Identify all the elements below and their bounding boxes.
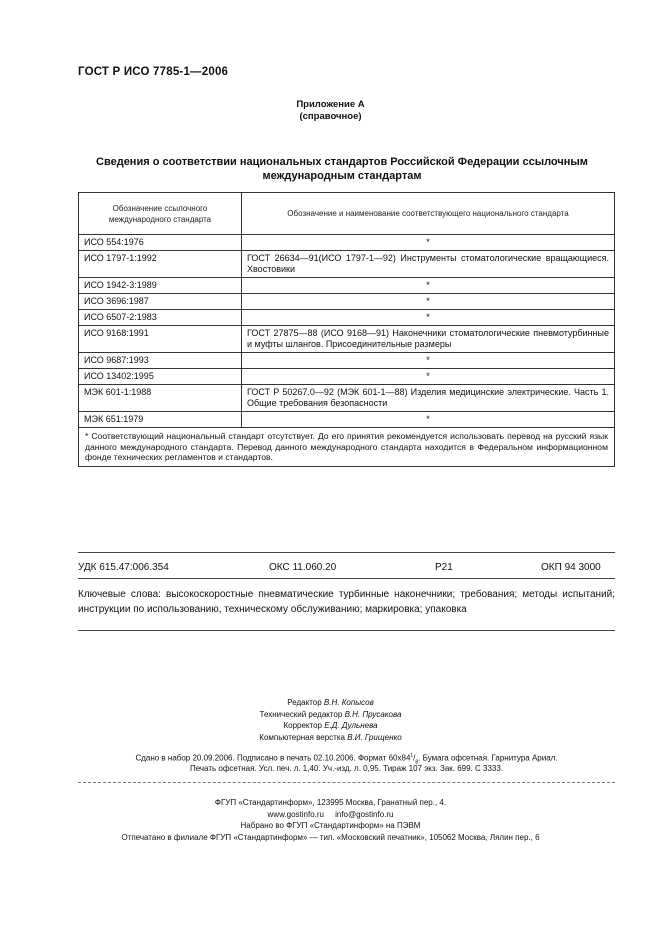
table-row xyxy=(79,235,615,251)
ref-cell: МЭК 651:1979 xyxy=(79,412,242,428)
table-row xyxy=(79,326,615,353)
publisher-address: ФГУП «Стандартинформ», 123995 Москва, Гранатный пер., 4. xyxy=(214,798,447,807)
ref-cell: ИСО 3696:1987 xyxy=(79,294,242,310)
table-row xyxy=(79,353,615,369)
publisher-info xyxy=(0,797,661,843)
layout-label: Компьютерная верстка xyxy=(259,732,345,742)
table-footnote: * Соответствующий национальный стандарт отсутствует. До его принятия рекомендуется использовать перевод на русский язык данного международного стандарта. Перевод данного международного стандарта находится в Федеральном информационном фонде технических регламентов и стандартов. xyxy=(79,428,615,467)
typeset-line: Набрано во ФГУП «Стандартинформ» на ПЭВМ xyxy=(240,821,421,830)
editor-label: Редактор xyxy=(287,698,322,707)
okp-code: ОКП 94 3000 xyxy=(541,562,601,573)
editorial-credits xyxy=(0,697,661,743)
imprint-line-2: Печать офсетная. Усл. печ. л. 1,40. Уч.-изд. л. 0,95. Тираж 107 экз. Зак. 699. С 3333. xyxy=(189,764,504,773)
ref-cell: ИСО 554:1976 xyxy=(79,235,242,251)
document-code: ГОСТ Р ИСО 7785-1—2006 xyxy=(78,66,229,78)
tech-editor-name: В.Н. Прусакова xyxy=(344,709,402,719)
national-cell: ГОСТ Р 50267.0—92 (МЭК 601-1—88) Изделия медицинские электрические. Часть 1. Общие требования безопасности xyxy=(242,385,615,412)
header-national-standard: Обозначение и наименование соответствующего национального стандарта xyxy=(242,193,615,235)
editor-name: В.Н. Копысов xyxy=(323,698,374,707)
national-cell: * xyxy=(242,235,615,251)
ref-cell: ИСО 9168:1991 xyxy=(79,326,242,353)
editor-line xyxy=(0,697,661,709)
table-row xyxy=(79,369,615,385)
divider-bottom xyxy=(78,630,615,631)
national-cell: * xyxy=(242,294,615,310)
table-row xyxy=(79,412,615,428)
publisher-web xyxy=(0,809,661,821)
header-ref-standard: Обозначение ссылочного международного стандарта xyxy=(79,193,242,235)
imprint-text-b: . Бумага офсетная. Гарнитура Ариал. xyxy=(418,753,558,763)
dashed-divider xyxy=(78,782,615,783)
format-fraction-den: 8 xyxy=(415,759,419,766)
national-cell: * xyxy=(242,412,615,428)
imprint-line-1: Сдано в набор 20.09.2006. Подписано в печать 02.10.2006. Формат $60x84^1/_8$. Бумага офсетная. Гарнитура Ариал. xyxy=(135,753,558,766)
oks-code: ОКС 11.060.20 xyxy=(269,562,337,573)
publisher-website-link[interactable]: www.gostinfo.ru xyxy=(267,809,324,819)
national-cell: * xyxy=(242,353,615,369)
annex-subtitle: (справочное) xyxy=(299,111,362,122)
group-code: Р21 xyxy=(435,562,453,573)
ref-cell: ИСО 1942-3:1989 xyxy=(79,278,242,294)
national-cell: ГОСТ 27875—88 (ИСО 9168—91) Наконечники стоматологические пневмотурбинные и муфты шлангов. Присоединительные размеры xyxy=(242,326,615,353)
ref-cell: МЭК 601-1:1988 xyxy=(79,385,242,412)
printed-line: Отпечатано в филиале ФГУП «Стандартинформ» — тип. «Московский печатник», 105062 Москва, Лялин пер., 6 xyxy=(121,832,540,842)
divider-middle xyxy=(78,578,615,579)
corrector-name: Е.Д. Дульнева xyxy=(324,721,378,730)
corrector-line xyxy=(0,720,661,732)
correspondence-table xyxy=(78,192,615,467)
publisher-email-link[interactable]: info@gostinfo.ru xyxy=(335,809,394,819)
table-row xyxy=(79,385,615,412)
tech-editor-label: Технический редактор xyxy=(259,709,343,719)
table-header-row xyxy=(79,193,615,235)
ref-cell: ИСО 1797-1:1992 xyxy=(79,251,242,278)
ref-cell: ИСО 6507-2:1983 xyxy=(79,310,242,326)
ref-cell: ИСО 13402:1995 xyxy=(79,369,242,385)
table-row xyxy=(79,294,615,310)
section-title: Сведения о соответствии национальных стандартов Российской Федерации ссылочным международным стандартам xyxy=(96,156,588,182)
imprint-text-a: Сдано в набор 20.09.2006. Подписано в печать 02.10.2006. Формат 60x84 xyxy=(135,753,411,763)
layout-line xyxy=(0,732,661,744)
table-row xyxy=(79,310,615,326)
format-fraction-num: 1 xyxy=(410,753,414,759)
national-cell: ГОСТ 26634—91(ИСО 1797-1—92) Инструменты стоматологические вращающиеся. Хвостовики xyxy=(242,251,615,278)
tech-editor-line xyxy=(0,709,661,721)
table-row xyxy=(79,278,615,294)
layout-name: В.И. Грищенко xyxy=(347,732,402,742)
national-cell: * xyxy=(242,310,615,326)
udk-code: УДК 615.47:006.354 xyxy=(78,562,169,573)
national-cell: * xyxy=(242,369,615,385)
keywords: Ключевые слова: высокоскоростные пневматические турбинные наконечники; требования; методы испытаний; инструкции по использованию, техническому обслуживанию; маркировка; упаковка xyxy=(78,589,615,615)
ref-cell: ИСО 9687:1993 xyxy=(79,353,242,369)
annex-title: Приложение А xyxy=(296,99,365,110)
national-cell: * xyxy=(242,278,615,294)
table-footnote-row xyxy=(79,428,615,467)
table-row xyxy=(79,251,615,278)
divider-top xyxy=(78,552,615,553)
corrector-label: Корректор xyxy=(283,721,322,730)
